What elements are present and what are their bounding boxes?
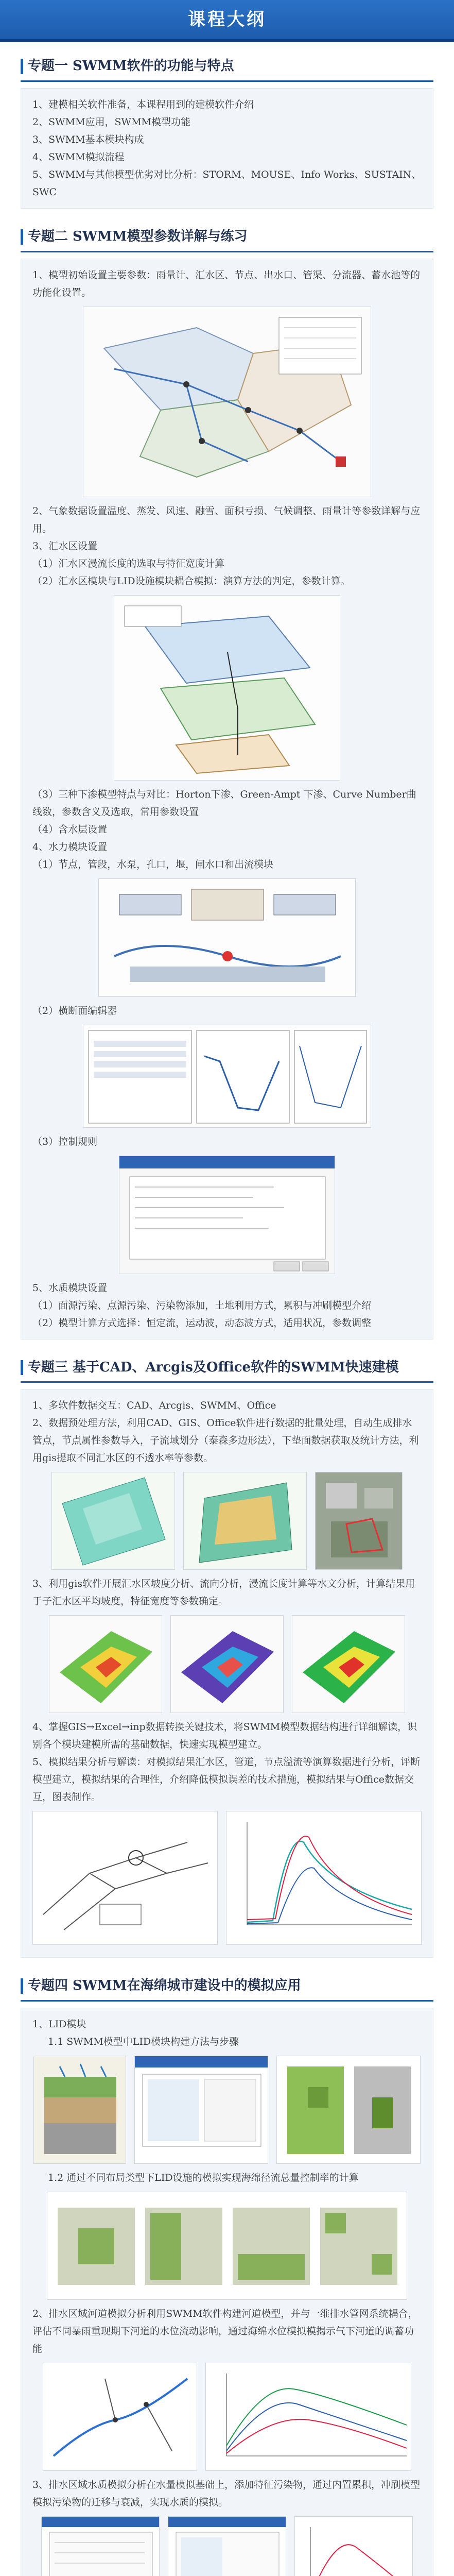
water-level-chart-image <box>205 2363 411 2471</box>
paragraph: 5、水质模块设置 <box>32 1282 108 1294</box>
section-4-title: 专题四 SWMM在海绵城市建设中的模拟应用 <box>28 1978 301 1994</box>
paragraph: 2、气象数据设置温度、蒸发、风速、融雪、面积亏损、气候调整、雨量计等参数详解与应用。 <box>32 505 421 534</box>
paragraph: 1、LID模块 <box>32 2019 86 2030</box>
heading-bar <box>21 229 23 245</box>
flow-length-image <box>292 1615 405 1713</box>
slope-analysis-image <box>49 1615 162 1713</box>
paragraph: 1.2 通过不同布局类型下LID设施的模拟实现海绵径流总量控制率的计算 <box>48 2172 359 2184</box>
figure-map-network <box>32 307 422 497</box>
outline-item: 4、SWMM模拟流程 <box>32 151 125 163</box>
river-network-image <box>43 2363 197 2471</box>
paragraph: 1、模型初始设置主要参数：雨量计、汇水区、节点、出水口、管渠、分流器、蓄水池等的功能化设置。 <box>32 269 421 298</box>
outline-item: 1、建模相关软件准备，本课程用到的建模软件介绍 <box>32 98 254 110</box>
control-rules-dialog-image <box>119 1156 335 1274</box>
cross-section-editor-image <box>83 1025 371 1128</box>
paragraph: 2、排水区域河道模拟分析利用SWMM软件构建河道模型，并与一维排水管网系统耦合，评估不同暴雨重现期下河道的水位流动影响，通过海绵水位模拟模揭示气下河道的调蓄功能 <box>32 2308 418 2355</box>
figure-control-rules <box>32 1156 422 1274</box>
paragraph: （2）横断面编辑器 <box>32 1005 117 1016</box>
section-2 <box>0 209 454 1340</box>
outline-item: 2、SWMM应用，SWMM模型功能 <box>32 116 190 128</box>
gis-map-image <box>51 1472 175 1570</box>
paragraph: （3）三种下渗模型特点与对比：Horton下渗、Green-Ampt 下渗、Curve Number曲线数，参数含义及选取，常用参数设置 <box>32 788 416 818</box>
section-4-heading <box>21 1971 433 2002</box>
lid-cross-section-image <box>33 2056 126 2164</box>
section-4 <box>0 1958 454 2576</box>
figure-lid <box>32 2056 422 2164</box>
figure-river-model <box>32 2363 422 2471</box>
section-1-heading <box>21 52 433 82</box>
page-header <box>0 0 454 42</box>
hydraulic-elements-image <box>98 878 356 997</box>
figure-lid-subcatchment <box>32 595 422 781</box>
paragraph: 3、汇水区设置 <box>32 540 98 552</box>
section-3-title: 专题三 基于CAD、Arcgis及Office软件的SWMM快速建模 <box>28 1359 399 1375</box>
lid-subcatchment-image <box>114 595 340 781</box>
paragraph: （2）模型计算方式选择：恒定流，运动波，动态波方式，适用状况，参数调整 <box>32 1317 372 1329</box>
section-2-card <box>21 259 433 1340</box>
paragraph: 1.1 SWMM模型中LID模块构建方法与步骤 <box>48 2036 239 2048</box>
section-1-card <box>21 88 433 209</box>
section-3 <box>0 1340 454 1958</box>
section-3-heading <box>21 1353 433 1383</box>
paragraph: （1）汇水区漫流长度的选取与特征宽度计算 <box>32 557 225 569</box>
gis-map-image <box>183 1472 307 1570</box>
figure-gis-maps <box>32 1472 422 1570</box>
pipe-network-sketch-image <box>32 1811 218 1945</box>
washoff-chart-image <box>294 2516 413 2576</box>
section-2-heading <box>21 222 433 252</box>
figure-cross-section-editor <box>32 1025 422 1128</box>
paragraph: 3、排水区域水质模拟分析在水量模拟基础上，添加特征污染物，通过内置累积，冲刷模型模拟污染物的迁移与衰减，实现水质的模拟。 <box>32 2479 421 2509</box>
paragraph: （4）含水层设置 <box>32 823 108 835</box>
paragraph: 2、数据预处理方法，利用CAD、GIS、Office软件进行数据的批量处理，自动生成排水管点，节点属性参数导入，子流域划分（泰森多边形法），下垫面数据获取及统计方法，利用gis提取不同汇水区的不透水率等参数。 <box>32 1417 419 1464</box>
section-4-card <box>21 2008 433 2576</box>
paragraph: （2）汇水区模块与LID设施模块耦合模拟：演算方法的判定，参数计算。 <box>32 575 351 587</box>
paragraph: 4、水力模块设置 <box>32 841 108 853</box>
section-1 <box>0 42 454 209</box>
flow-direction-image <box>170 1615 284 1713</box>
paragraph: （3）控制规则 <box>32 1136 98 1147</box>
figure-water-quality <box>32 2516 422 2576</box>
paragraph: （1）面源污染、点源污染、污染物添加，土地利用方式，累积与冲刷模型介绍 <box>32 1299 372 1311</box>
figure-hydraulic-elements <box>32 878 422 997</box>
paragraph: 4、掌握GIS→Excel→inp数据转换关键技术，将SWMM模型数据结构进行详细解读，识别各个模块建模所需的基础数据，快速实现模型建立。 <box>32 1721 417 1751</box>
lid-layout-sequence-image <box>47 2192 407 2300</box>
swmm-network-map-image <box>83 307 371 497</box>
section-3-card <box>21 1389 433 1958</box>
paragraph: 1、多软件数据交互：CAD、Arcgis、SWMM、Office <box>32 1400 276 1412</box>
outline-item: 3、SWMM基本模块构成 <box>32 133 144 145</box>
figure-lid-layout <box>32 2192 422 2300</box>
lid-layout-image <box>276 2056 421 2164</box>
figure-results <box>32 1811 422 1945</box>
paragraph: 3、利用gis软件开展汇水区坡度分析、流向分析，漫流长度计算等水文分析，计算结果用于子汇水区平均坡度，特征宽度等参数确定。 <box>32 1578 415 1607</box>
hydrograph-image <box>226 1811 422 1945</box>
header-stripe <box>0 39 454 42</box>
section-2-title: 专题二 SWMM模型参数详解与练习 <box>28 228 248 244</box>
heading-bar <box>21 59 23 74</box>
section-1-title: 专题一 SWMM软件的功能与特点 <box>28 58 234 74</box>
satellite-image <box>315 1472 403 1570</box>
heading-bar <box>21 1978 23 1994</box>
page-title: 课程大纲 <box>188 9 266 30</box>
paragraph: （1）节点，管段，水泵，孔口，堰，闸水口和出流模块 <box>32 858 274 870</box>
outline-item: 5、SWMM与其他模型优劣对比分析：STORM、MOUSE、Info Works、SUSTAIN、SWC <box>32 168 422 198</box>
paragraph: 5、模拟结果分析与解读：对模拟结果汇水区，管道，节点溢流等演算数据进行分析，评断模型建立，模拟结果的合理性，介绍降低模拟误差的技术措施，模拟结果与Office数据交互，图表制作。 <box>32 1756 421 1803</box>
pollutant-dialog-image <box>41 2516 160 2576</box>
landuse-dialog-image <box>168 2516 286 2576</box>
figure-terrain-analysis <box>32 1615 422 1713</box>
heading-bar <box>21 1360 23 1376</box>
lid-dialog-image <box>134 2056 268 2164</box>
